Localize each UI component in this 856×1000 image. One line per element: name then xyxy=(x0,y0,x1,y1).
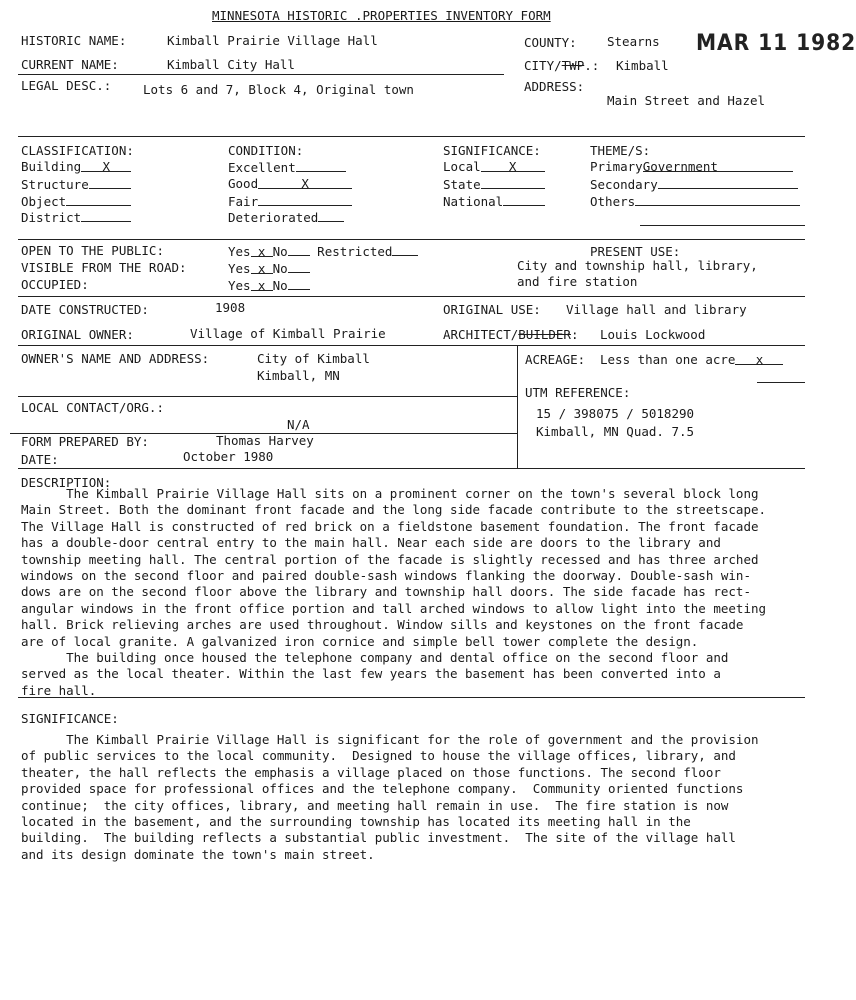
section-rule-4 xyxy=(18,345,805,346)
section-rule-1 xyxy=(18,136,805,137)
fair-label: Fair xyxy=(228,194,259,209)
open-yes-mark: x xyxy=(251,244,273,257)
secondary-blank xyxy=(658,176,798,189)
local-contact-value: N/A xyxy=(287,417,310,432)
description-text: The Kimball Prairie Village Hall sits on a prominent corner on the town's several block long Main Street. Both the dominant front facade and the long side facade contribute to the streetscape. The Village Hall is constructed of red brick on a fieldstone basement foundation. The front facade has a double-door central entry to the main hall. Near each side are doors to the library and township meeting hall. The central portion of the facade is slightly recessed and has three arched windows on the second floor and paired double-sash windows flanking the doorway. Double-sash win- dows are on the second floor above the library and township hall doors. The side facade has rect- angular windows in the front office portion and tall arched windows to allow light into the meeting hall. Brick relieving arches are used throughout. Window sills and keystones on the front facade are of local granite. A galvanized iron cornice and simple bell tower complete the design. The building once housed the telephone company and dental office on the second floor and served as the local theater. Within the last few years the basement has been converted into a fire hall. xyxy=(21,486,767,698)
visible-from-road-label: VISIBLE FROM THE ROAD: xyxy=(21,260,187,275)
city-label xyxy=(524,58,599,73)
theme-primary xyxy=(590,159,793,174)
occupied-label: OCCUPIED: xyxy=(21,277,89,292)
significance-level-label: SIGNIFICANCE: xyxy=(443,143,541,158)
acreage-text xyxy=(600,352,783,367)
acreage-label: ACREAGE: xyxy=(525,352,586,367)
original-use-value: Village hall and library xyxy=(566,302,747,317)
address-label: ADDRESS: xyxy=(524,79,585,94)
city-label-suffix: .: xyxy=(584,58,600,73)
visible-no-blank xyxy=(288,260,310,273)
building-mark: X xyxy=(81,159,131,172)
acreage-value: Less than one acre xyxy=(600,352,736,367)
condition-deteriorated xyxy=(228,209,344,225)
condition-fair xyxy=(228,193,352,209)
owner-contact-rule xyxy=(18,396,517,397)
header-rule xyxy=(18,74,504,75)
form-title: MINNESOTA HISTORIC .PROPERTIES INVENTORY FORM xyxy=(212,8,551,23)
original-owner-value: Village of Kimball Prairie xyxy=(190,326,386,341)
visible-no: No xyxy=(272,261,288,276)
prepared-by-value: Thomas Harvey xyxy=(216,433,314,448)
structure-label: Structure xyxy=(21,177,89,192)
visible-yes: Yes xyxy=(228,261,251,276)
acreage-extra-blank xyxy=(757,382,805,383)
county-value: Stearns xyxy=(607,34,660,49)
architect-value: Louis Lockwood xyxy=(600,327,706,342)
utm-value: 15 / 398075 / 5018290 xyxy=(536,406,695,421)
county-label: COUNTY: xyxy=(524,35,577,50)
classification-building xyxy=(21,159,131,174)
city-label-struck: TWP xyxy=(561,58,585,73)
open-no: No xyxy=(272,244,288,259)
visible-answer xyxy=(228,260,310,276)
legal-desc-label: LEGAL DESC.: xyxy=(21,78,112,93)
legal-desc-value: Lots 6 and 7, Block 4, Original town xyxy=(143,82,414,97)
present-use-line1: City and township hall, library, xyxy=(517,258,758,273)
secondary-label: Secondary xyxy=(590,177,658,192)
significance-text: The Kimball Prairie Village Hall is significant for the role of government and the provision of public services to the local community. Designed to house the village offices, library, and theater, the hall reflects the emphasis a village placed on those functions. The second floor provided space for professional offices and the telephone company. Community oriented functions continue; the city offices, library, and meeting hall remain in use. The fire station is now located in the basement, and the surrounding township has located its meeting hall in the building. The building reflects a substantial public investment. The site of the village hall and its design dominate the town's main street. xyxy=(21,732,759,862)
district-blank xyxy=(81,209,131,222)
current-name-label: CURRENT NAME: xyxy=(21,57,119,72)
date-constructed-value: 1908 xyxy=(215,300,246,315)
local-contact-label: LOCAL CONTACT/ORG.: xyxy=(21,400,164,415)
architect-label-prefix: ARCHITECT/ xyxy=(443,327,519,342)
deteriorated-label: Deteriorated xyxy=(228,210,319,225)
condition-good xyxy=(228,176,352,191)
fair-blank xyxy=(258,193,352,206)
description-label: DESCRIPTION: xyxy=(21,475,112,490)
significance-national xyxy=(443,193,545,209)
occupied-no: No xyxy=(272,278,288,293)
local-label: Local xyxy=(443,159,481,174)
object-label: Object xyxy=(21,194,67,209)
good-mark: X xyxy=(258,176,352,189)
classification-district xyxy=(21,209,131,225)
visible-yes-mark: x xyxy=(251,261,273,274)
open-to-public-label: OPEN TO THE PUBLIC: xyxy=(21,243,164,258)
theme-secondary xyxy=(590,176,798,192)
historic-name-label: HISTORIC NAME: xyxy=(21,33,127,48)
state-label: State xyxy=(443,177,481,192)
utm-quad: Kimball, MN Quad. 7.5 xyxy=(536,424,695,439)
district-label: District xyxy=(21,210,82,225)
present-use-line2: and fire station xyxy=(517,274,638,289)
original-owner-label: ORIGINAL OWNER: xyxy=(21,327,134,342)
owner-line2: Kimball, MN xyxy=(257,368,340,383)
occupied-yes: Yes xyxy=(228,278,251,293)
occupied-answer xyxy=(228,277,310,293)
historic-name-value: Kimball Prairie Village Hall xyxy=(167,33,378,48)
condition-label: CONDITION: xyxy=(228,143,304,158)
original-use-label: ORIGINAL USE: xyxy=(443,302,541,317)
condition-excellent xyxy=(228,159,346,175)
significance-state xyxy=(443,176,545,192)
occupied-yes-mark: x xyxy=(251,278,273,291)
address-value: Main Street and Hazel xyxy=(607,93,766,108)
themes-label: THEME/S: xyxy=(590,143,651,158)
date-constructed-label: DATE CONSTRUCTED: xyxy=(21,302,149,317)
primary-label: Primary xyxy=(590,159,643,174)
classification-object xyxy=(21,193,131,209)
date-value: October 1980 xyxy=(183,449,274,464)
building-label: Building xyxy=(21,159,82,174)
deteriorated-blank xyxy=(318,209,344,222)
present-use-label: PRESENT USE: xyxy=(590,244,681,259)
owner-line1: City of Kimball xyxy=(257,351,370,366)
state-blank xyxy=(481,176,545,189)
section-rule-5 xyxy=(18,468,805,469)
occupied-no-blank xyxy=(288,277,310,290)
prepared-by-label: FORM PREPARED BY: xyxy=(21,434,149,449)
national-blank xyxy=(503,193,545,206)
architect-label-struck: BUILDER xyxy=(518,327,571,342)
date-label: DATE: xyxy=(21,452,59,467)
local-mark: X xyxy=(481,159,545,172)
classification-label: CLASSIFICATION: xyxy=(21,143,134,158)
restricted-blank xyxy=(392,243,418,256)
section-rule-6 xyxy=(18,697,805,698)
acreage-mark: x xyxy=(735,352,783,365)
others-label: Others xyxy=(590,194,636,209)
theme-extra-blank xyxy=(640,225,805,226)
section-rule-2 xyxy=(18,239,805,240)
classification-structure xyxy=(21,176,131,192)
restricted-label: Restricted xyxy=(317,244,393,259)
excellent-blank xyxy=(296,159,346,172)
theme-others xyxy=(590,193,800,209)
national-label: National xyxy=(443,194,504,209)
section-rule-3 xyxy=(18,296,805,297)
object-blank xyxy=(66,193,131,206)
utm-label: UTM REFERENCE: xyxy=(525,385,631,400)
primary-value: Government xyxy=(643,159,793,172)
city-label-prefix: CITY/ xyxy=(524,58,562,73)
good-label: Good xyxy=(228,176,259,191)
owner-label: OWNER'S NAME AND ADDRESS: xyxy=(21,351,210,366)
significance-local xyxy=(443,159,545,174)
open-no-blank xyxy=(288,243,310,256)
current-name-value: Kimball City Hall xyxy=(167,57,295,72)
city-value: Kimball xyxy=(616,58,669,73)
owner-grid-divider xyxy=(517,345,518,468)
significance-label: SIGNIFICANCE: xyxy=(21,711,119,726)
excellent-label: Excellent xyxy=(228,160,296,175)
structure-blank xyxy=(89,176,131,189)
others-blank xyxy=(635,193,800,206)
architect-label-suffix: : xyxy=(570,327,579,342)
received-date-stamp: MAR 11 1982 xyxy=(696,31,856,56)
open-yes: Yes xyxy=(228,244,251,259)
open-to-public-answer xyxy=(228,243,418,259)
architect-label xyxy=(443,327,578,342)
